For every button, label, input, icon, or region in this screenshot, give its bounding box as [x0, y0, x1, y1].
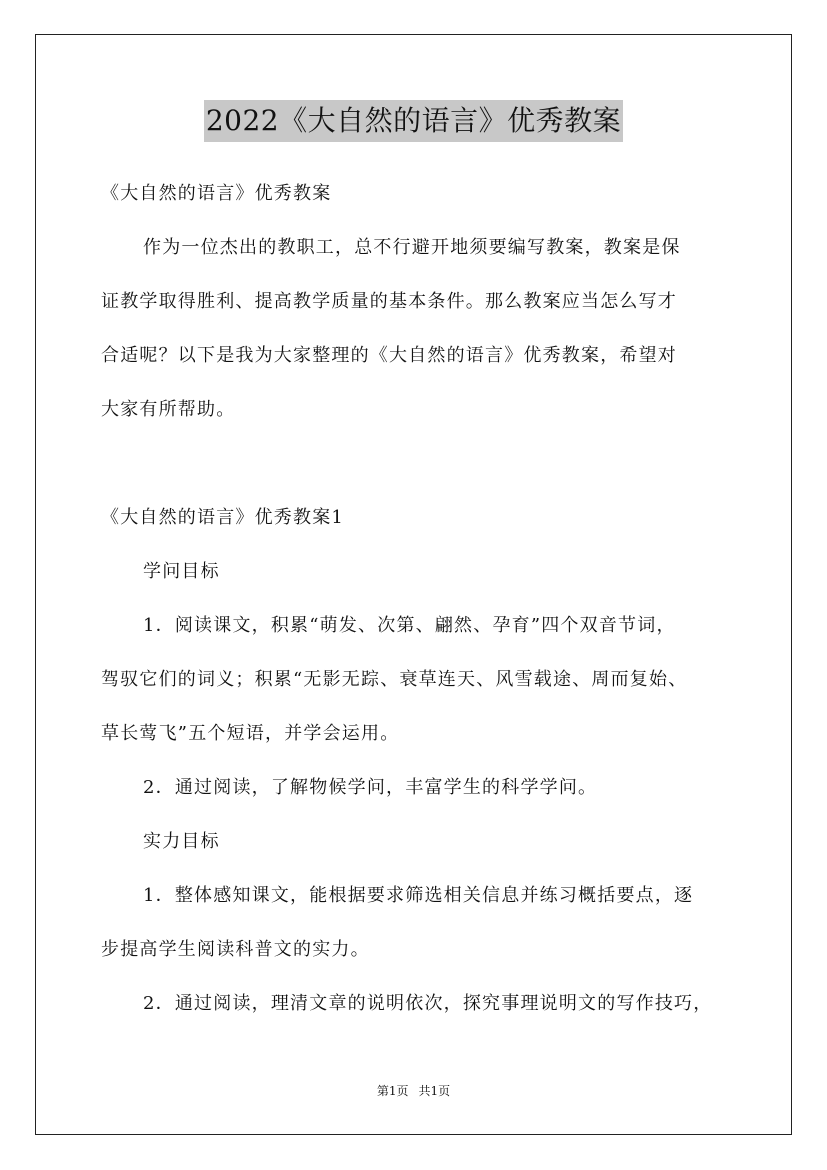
subsection-heading: 实力目标	[143, 831, 220, 852]
paragraph-line: 大家有所帮助。	[101, 399, 236, 420]
paragraph-line: 1．整体感知课文，能根据要求筛选相关信息并练习概括要点，逐	[143, 885, 694, 906]
paragraph-line: 证教学取得胜利、提高教学质量的基本条件。那么教案应当怎么写才	[101, 291, 677, 312]
paragraph-line: 步提高学生阅读科普文的实力。	[101, 939, 370, 960]
paragraph-line: 草长莺飞”五个短语，并学会运用。	[101, 723, 400, 744]
page-footer	[0, 1083, 827, 1099]
paragraph-line: 驾驭它们的词义；积累“无影无踪、衰草连天、风雪载途、周而复始、	[101, 669, 688, 690]
page-number: 第1页	[376, 1084, 409, 1098]
paragraph-line: 1．阅读课文，积累“萌发、次第、翩然、孕育”四个双音节词，	[143, 615, 676, 636]
title-container	[0, 100, 827, 142]
subsection-heading: 学问目标	[143, 561, 220, 582]
page-total: 共1页	[418, 1084, 451, 1098]
paragraph-line: 作为一位杰出的教职工，总不行避开地须要编写教案，教案是保	[143, 237, 681, 258]
paragraph-line: 2．通过阅读，了解物候学问，丰富学生的科学学问。	[143, 777, 598, 798]
paragraph-line: 合适呢？以下是我为大家整理的《大自然的语言》优秀教案，希望对	[101, 345, 677, 366]
subtitle-line: 《大自然的语言》优秀教案	[101, 183, 332, 204]
section-heading: 《大自然的语言》优秀教案1	[101, 507, 345, 528]
document-title: 2022《大自然的语言》优秀教案	[204, 100, 623, 142]
paragraph-line: 2．通过阅读，理清文章的说明依次，探究事理说明文的写作技巧，	[143, 993, 713, 1014]
